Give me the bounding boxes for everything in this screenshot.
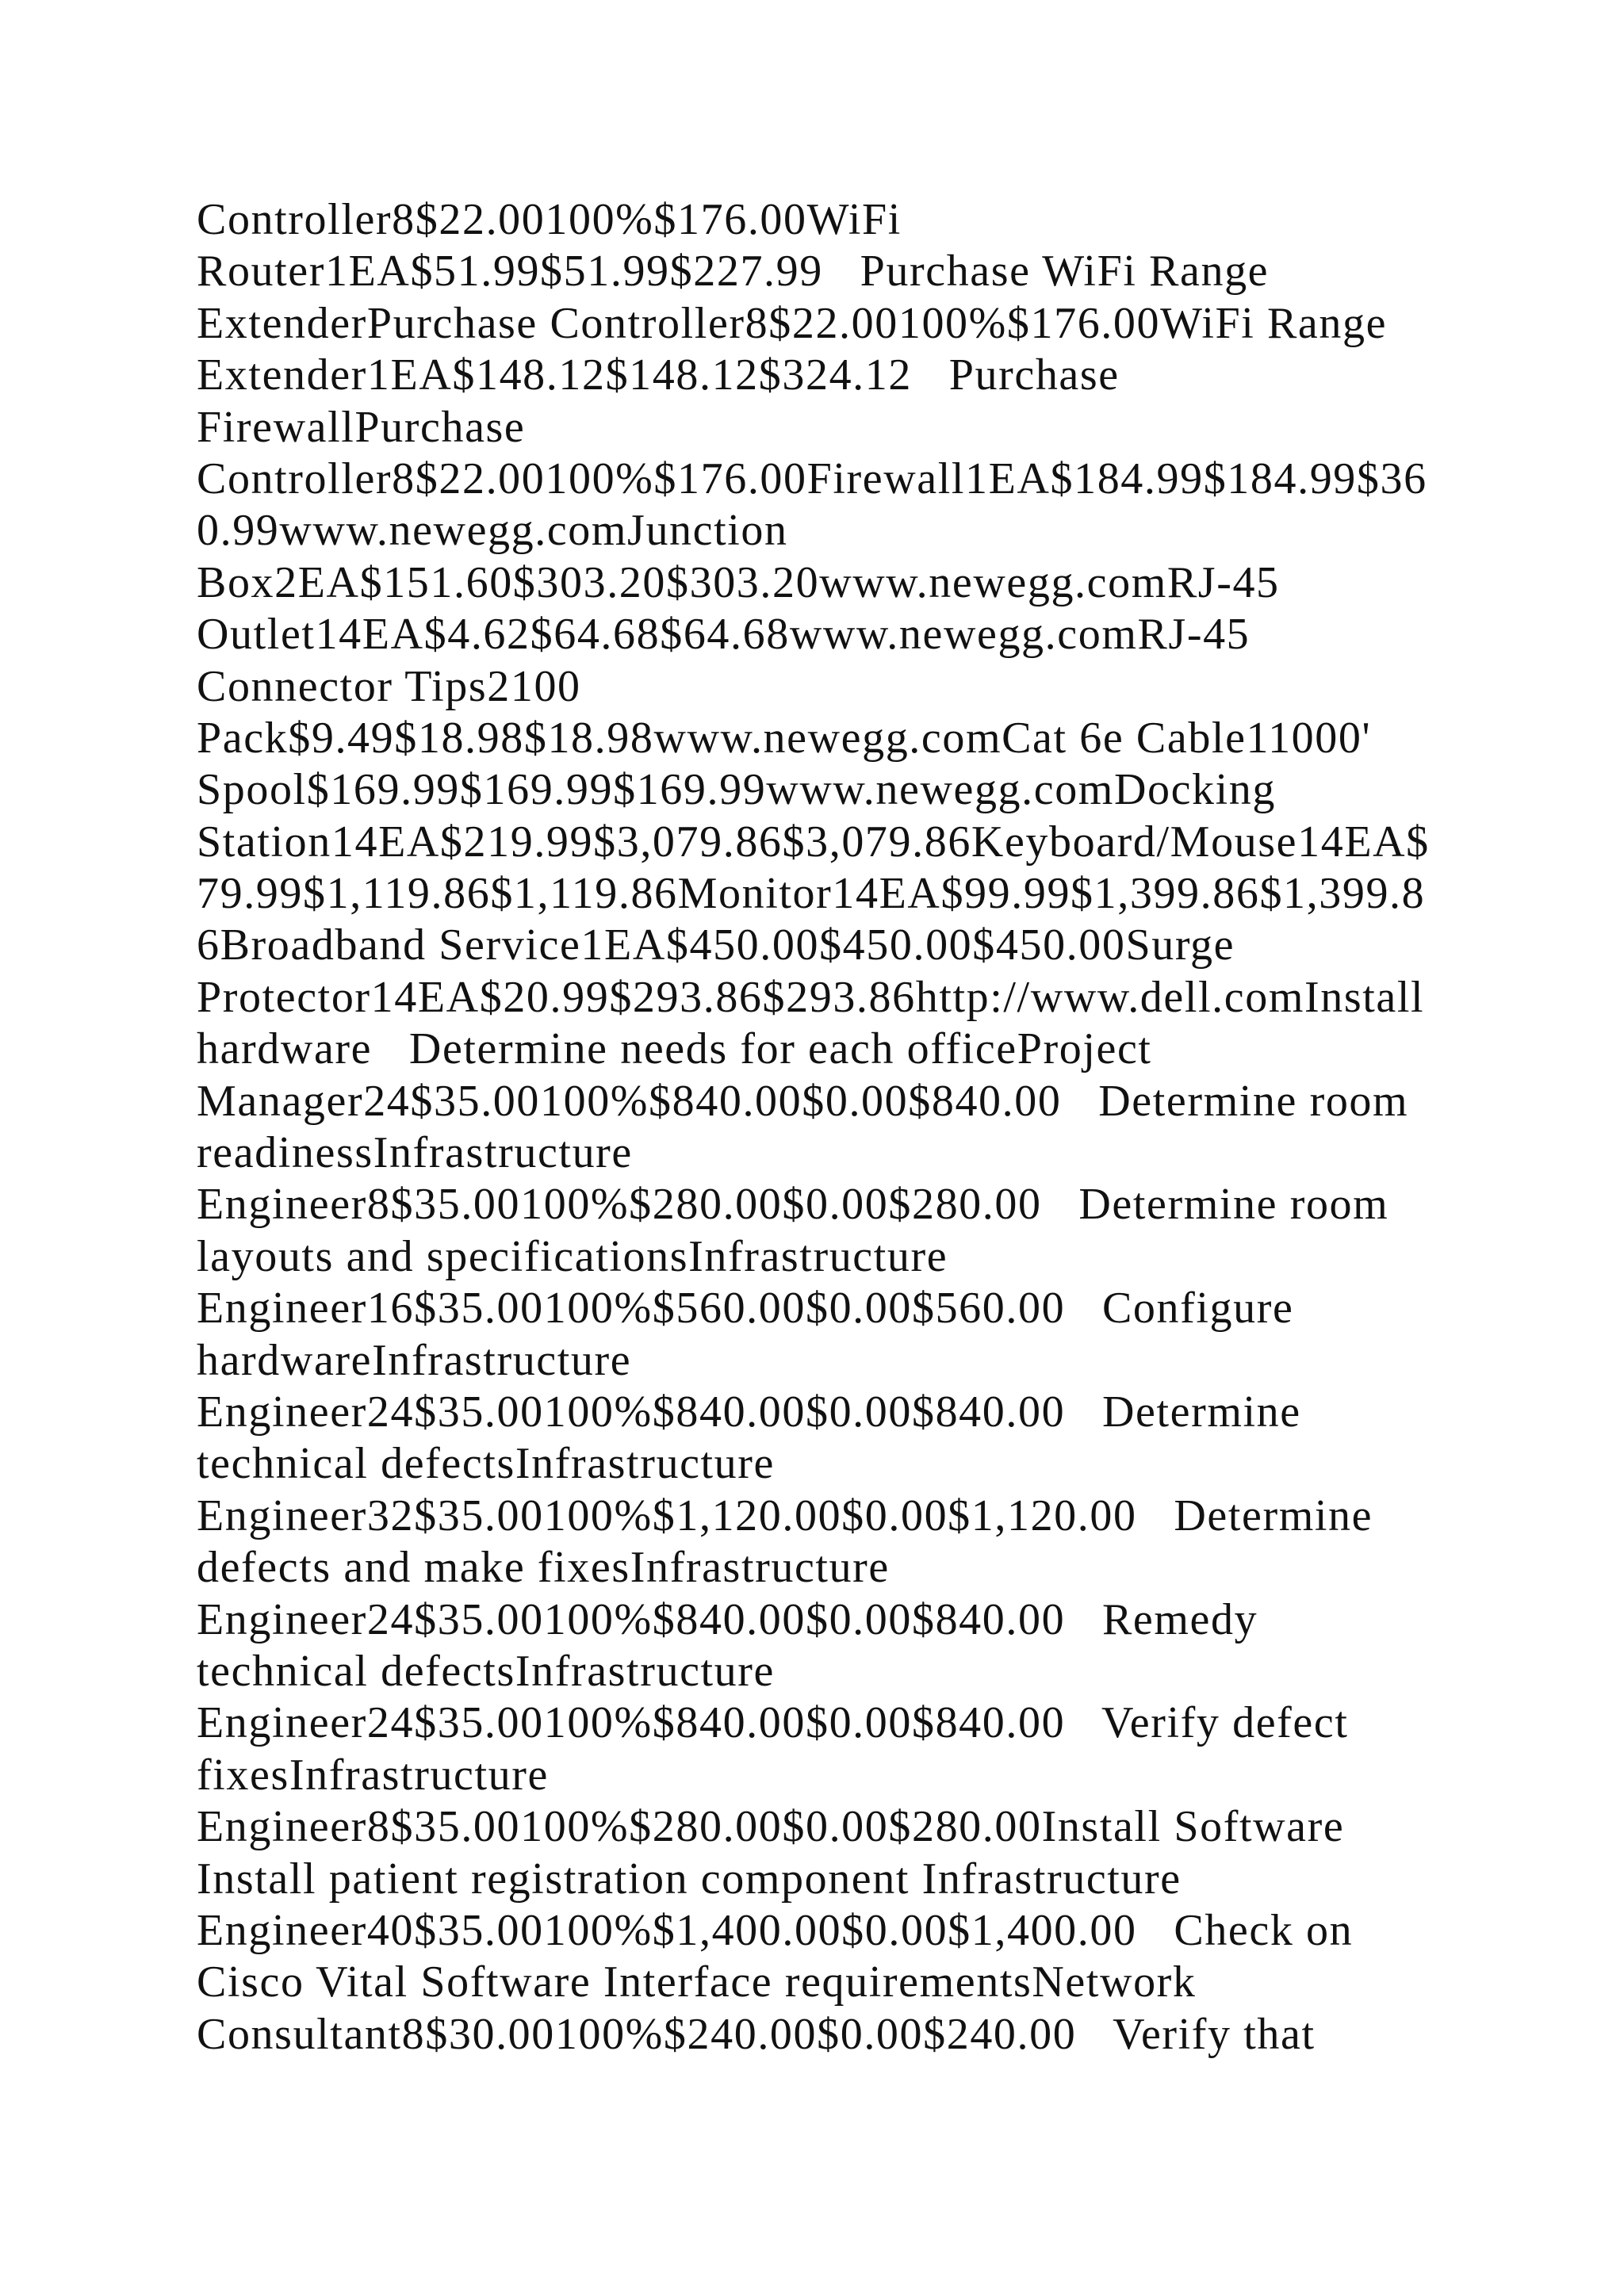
text-line: Extender1EA$148.12$148.12$324.12 Purchase <box>197 350 1120 400</box>
text-line: Engineer32$35.00100%$1,120.00$0.00$1,120.00 Determine <box>197 1490 1373 1540</box>
text-line: fixesInfrastructure <box>197 1750 549 1800</box>
text-line: 6Broadband Service1EA$450.00$450.00$450.00Surge <box>197 920 1235 970</box>
text-line: hardwareInfrastructure <box>197 1335 632 1385</box>
text-line: Router1EA$51.99$51.99$227.99 Purchase WiFi Range <box>197 247 1270 297</box>
text-line: Controller8$22.00100%$176.00Firewall1EA$184.99$184.99$36 <box>197 453 1427 503</box>
text-line: Engineer40$35.00100%$1,400.00$0.00$1,400.00 Check on <box>197 1905 1354 1955</box>
text-line: hardware Determine needs for each officeProject <box>197 1024 1152 1074</box>
text-line: Install patient registration component Infrastructure <box>197 1854 1182 1904</box>
text-line: Engineer24$35.00100%$840.00$0.00$840.00 Remedy <box>197 1594 1258 1644</box>
text-line: 0.99www.newegg.comJunction <box>197 506 788 556</box>
text-line: Station14EA$219.99$3,079.86$3,079.86Keyboard/Mouse14EA$ <box>197 817 1430 867</box>
text-line: technical defectsInfrastructure <box>197 1439 775 1489</box>
text-line: Consultant8$30.00100%$240.00$0.00$240.00 Verify that <box>197 2009 1316 2059</box>
text-line: Engineer24$35.00100%$840.00$0.00$840.00 Verify defect <box>197 1698 1349 1748</box>
text-line: Cisco Vital Software Interface requirementsNetwork <box>197 1957 1197 2007</box>
text-line: defects and make fixesInfrastructure <box>197 1543 890 1593</box>
text-line: Outlet14EA$4.62$64.68$64.68www.newegg.comRJ-45 <box>197 610 1251 660</box>
text-line: Engineer24$35.00100%$840.00$0.00$840.00 Determine <box>197 1387 1301 1437</box>
text-line: FirewallPurchase <box>197 402 526 452</box>
text-line: Controller8$22.00100%$176.00WiFi <box>197 195 902 244</box>
text-line: Engineer8$35.00100%$280.00$0.00$280.00Install Software <box>197 1802 1345 1852</box>
text-line: Pack$9.49$18.98$18.98www.newegg.comCat 6e Cable11000' <box>197 713 1372 763</box>
text-line: 79.99$1,119.86$1,119.86Monitor14EA$99.99$1,399.86$1,399.8 <box>197 869 1426 919</box>
text-line: Connector Tips2100 <box>197 661 581 711</box>
text-line: Box2EA$151.60$303.20$303.20www.newegg.comRJ-45 <box>197 557 1280 607</box>
text-line: Engineer16$35.00100%$560.00$0.00$560.00 Configure <box>197 1284 1294 1334</box>
text-line: Spool$169.99$169.99$169.99www.newegg.comDocking <box>197 765 1277 815</box>
text-line: Engineer8$35.00100%$280.00$0.00$280.00 Determine room <box>197 1180 1389 1230</box>
text-line: readinessInfrastructure <box>197 1128 633 1178</box>
text-line: technical defectsInfrastructure <box>197 1646 775 1696</box>
text-line: ExtenderPurchase Controller8$22.00100%$176.00WiFi Range <box>197 298 1388 348</box>
text-line: Manager24$35.00100%$840.00$0.00$840.00 Determine room <box>197 1076 1409 1126</box>
text-line: Protector14EA$20.99$293.86$293.86http://www.dell.comInstall <box>197 972 1425 1022</box>
text-line: layouts and specificationsInfrastructure <box>197 1231 948 1281</box>
